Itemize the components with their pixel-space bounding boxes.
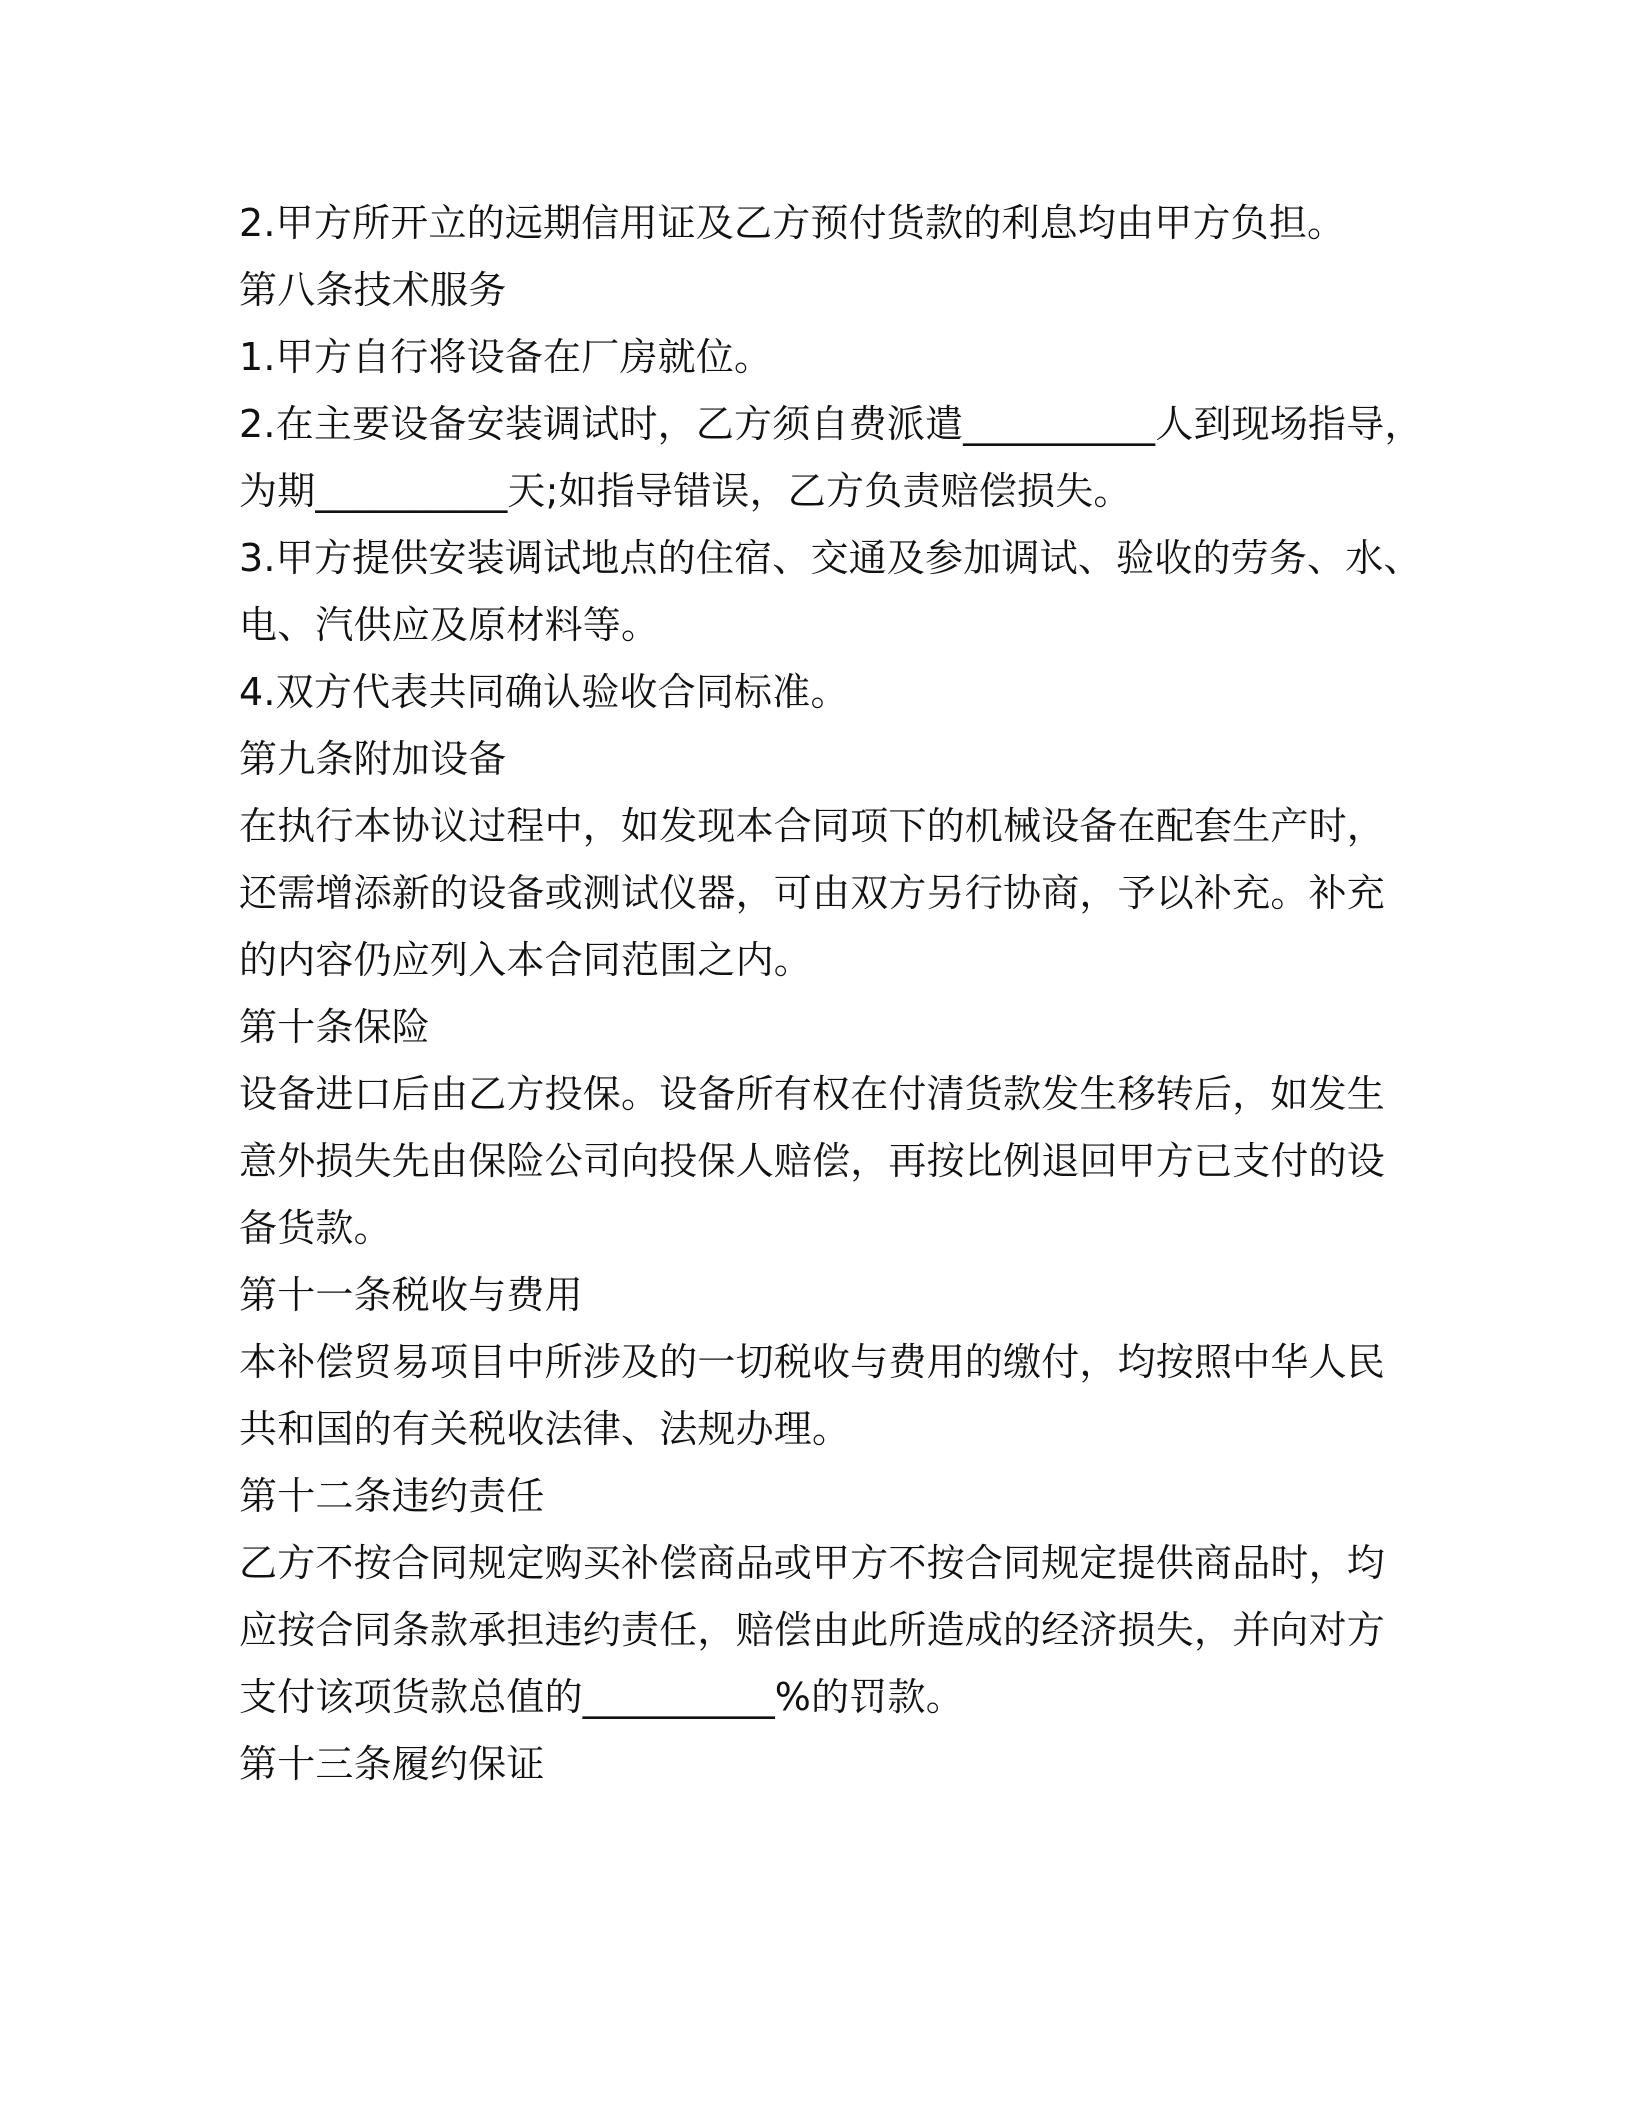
text-line: 为期__________天;如指导错误，乙方负责赔偿损失。 <box>239 469 1132 513</box>
text-line: 2.甲方所开立的远期信用证及乙方预付货款的利息均由甲方负担。 <box>239 201 1346 245</box>
text-line: 还需增添新的设备或测试仪器，可由双方另行协商，予以补充。补充 <box>239 871 1386 915</box>
text-line: 支付该项货款总值的__________%的罚款。 <box>239 1675 964 1719</box>
text-line: 电、汽供应及原材料等。 <box>239 603 660 647</box>
text-line: 的内容仍应列入本合同范围之内。 <box>239 938 813 982</box>
text-line: 乙方不按合同规定购买补偿商品或甲方不按合同规定提供商品时，均 <box>239 1541 1386 1585</box>
text-line: 意外损失先由保险公司向投保人赔偿，再按比例退回甲方已支付的设 <box>239 1139 1386 1183</box>
section-heading: 第十二条违约责任 <box>239 1474 545 1518</box>
text-line: 在执行本协议过程中，如发现本合同项下的机械设备在配套生产时， <box>239 804 1386 848</box>
section-heading: 第八条技术服务 <box>239 268 507 312</box>
section-heading: 第十一条税收与费用 <box>239 1273 583 1317</box>
text-line: 设备进口后由乙方投保。设备所有权在付清货款发生移转后，如发生 <box>239 1072 1386 1116</box>
section-heading: 第十条保险 <box>239 1005 431 1049</box>
section-heading: 第九条附加设备 <box>239 737 507 781</box>
text-line: 本补偿贸易项目中所涉及的一切税收与费用的缴付，均按照中华人民 <box>239 1340 1386 1384</box>
text-line: 应按合同条款承担违约责任，赔偿由此所造成的经济损失，并向对方 <box>239 1608 1386 1652</box>
contract-body <box>239 190 1423 1798</box>
text-line: 备货款。 <box>239 1206 392 1250</box>
text-line: 2.在主要设备安装调试时，乙方须自费派遣__________人到现场指导， <box>239 402 1423 446</box>
section-heading: 第十三条履约保证 <box>239 1742 545 1786</box>
text-line: 4.双方代表共同确认验收合同标准。 <box>239 670 849 714</box>
text-line: 1.甲方自行将设备在厂房就位。 <box>239 335 773 379</box>
text-line: 3.甲方提供安装调试地点的住宿、交通及参加调试、验收的劳务、水、 <box>239 536 1422 580</box>
text-line: 共和国的有关税收法律、法规办理。 <box>239 1407 851 1451</box>
